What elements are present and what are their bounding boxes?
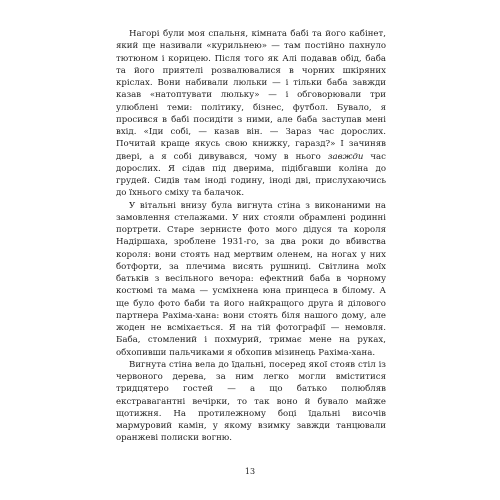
paragraph-1 (116, 28, 386, 200)
paragraph-1-text-b: час дорослих. Я сідав під дверима, підібгавши коліна до грудей. Сидів там іноді годину, іноді дві, прислухаючись до їхнього сміху та балачок. (116, 151, 386, 199)
page-number: 13 (244, 467, 256, 476)
paragraph-1-text-a: Нагорі були моя спальня, кімната бабі та його кабінет, який ще називали «курильнею» — там постійно пахнуло тютюном і корицею. Після того як Алі подавав обід, баба та його приятелі розвалювалися в чорних шкіряних кріслах. Вони набивали люльки — і тільки баба завжди казав «натоптувати люльку» — і обговорювали три улюблені теми: політику, бізнес, футбол. Бувало, я просився в бабі посидіти з ними, але баба заступав мені вхід. «Іди собі, — казав він. — Зараз час дорослих. Почитай краще якусь свою книжку, гаразд?» І зачиняв двері, а я собі дивувався, чому в нього (116, 29, 386, 162)
paragraph-2 (116, 200, 386, 359)
body-text (116, 28, 386, 445)
paragraph-3 (116, 359, 386, 445)
paragraph-3-text: Вигнута стіна вела до їдальні, посеред якої стояв стіл із червоного дерева, за ним легко могли вміститися тридцятеро гостей — а що батько полюбляв екстравагантні вечірки, то так воно й бувало майже щотижня. На протилежному боці їдальні височів мармуровий камін, у якому взимку завжди танцювали оранжеві полиски вогню. (116, 359, 386, 444)
paragraph-1-italic-word: завжди (327, 151, 364, 162)
paragraph-2-text: У вітальні внизу була вигнута стіна з виконаними на замовлення стелажами. У них стояли обрамлені родинні портрети. Старе зернисте фото мого дідуся та короля Надіршаха, зроблене 1931-го, за два роки до вбивства короля: вони стоять над мертвим оленем, на ногах у них ботфорти, за плечима висять рушниці. Світлина моїх батьків з весільного вечора: ефектний баба в чорному костюмі та мама — усміхнена юна принцеса в білому. А ще було фото баби та його найкращого друга й ділового партнера Рахіма-хана: вони стоять біля нашого дому, але жоден не всміхається. Я на тій фотографії — немовля. Баба, стомлений і похмурий, тримає мене на руках, обхопивши пальчиками я обхопив мізинець Рахіма-хана. (116, 200, 386, 358)
